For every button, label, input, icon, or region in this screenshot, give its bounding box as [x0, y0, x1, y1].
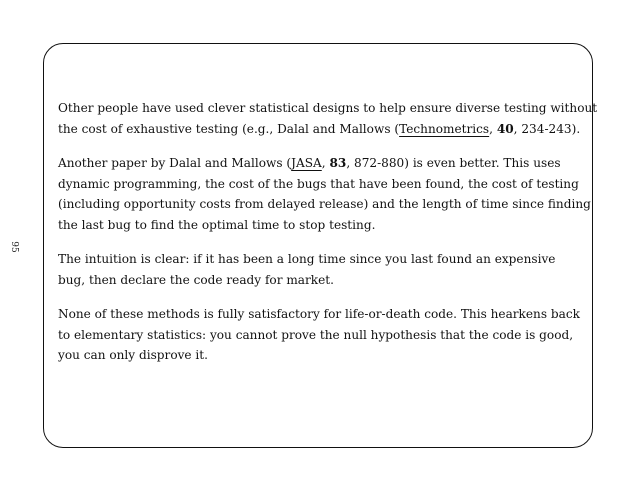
journal-jasa: JASA: [291, 156, 322, 170]
p1-sep: ,: [489, 121, 497, 136]
volume-83: 83: [329, 156, 347, 170]
paragraph-dynamic-programming: [58, 153, 591, 235]
p1-pages: , 234-243).: [513, 121, 581, 136]
volume-40: 40: [496, 121, 514, 136]
paragraph-null-hypothesis: [58, 304, 588, 366]
p2-line3: (including opportunity costs from delayed release) and the length of time since finding: [58, 197, 591, 211]
p2-line1-text: Another paper by Dalal and Mallows (: [58, 156, 292, 170]
p2-sep: ,: [321, 156, 330, 170]
p1-line1: Other people have used clever statistical designs to help ensure diverse testing without: [58, 101, 598, 115]
p2-line4: the last bug to find the optimal time to stop testing.: [58, 217, 376, 232]
journal-technometrics: Technometrics: [399, 121, 490, 136]
paragraph-intuition: [58, 249, 588, 290]
p2-line2: dynamic programming, the cost of the bugs that have been found, the cost of testing: [58, 176, 579, 191]
p4-line1: None of these methods is fully satisfactory for life-or-death code. This hearkens back: [58, 307, 580, 321]
slide-content: [58, 98, 598, 380]
p2-line1: [58, 156, 561, 170]
p3-line2: bug, then declare the code ready for market.: [58, 272, 334, 287]
page-number: 95: [9, 241, 19, 253]
p2-line1-rest: , 872-880) is even better. This uses: [346, 156, 561, 170]
p4-line2: to elementary statistics: you cannot prove the null hypothesis that the code is good,: [58, 327, 574, 342]
p4-line3: you can only disprove it.: [58, 348, 209, 362]
p1-line2-text: the cost of exhaustive testing (e.g., Dalal and Mallows (: [58, 121, 400, 136]
p3-line1: The intuition is clear: if it has been a long time since you last found an expensive: [58, 252, 556, 266]
paragraph-statistical-designs: [58, 98, 598, 139]
p1-line2: [58, 122, 580, 136]
